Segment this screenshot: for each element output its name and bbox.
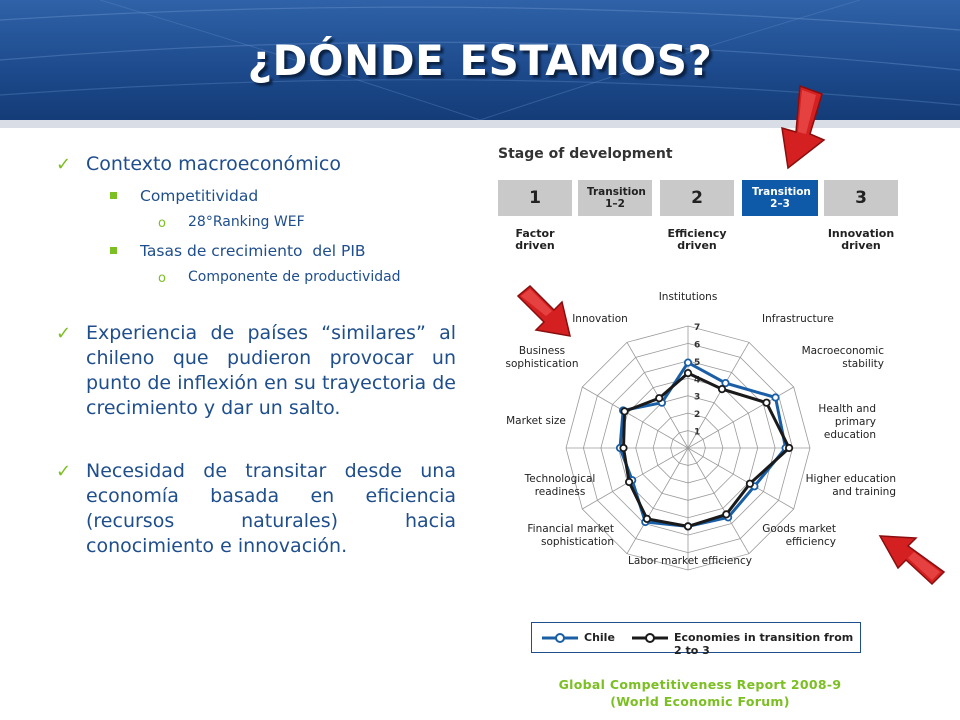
bullet-item bbox=[48, 152, 456, 177]
legend-swatch-economies bbox=[630, 630, 670, 646]
sub-sub-bullet-text: Componente de productividad bbox=[188, 269, 401, 285]
source-line-2: (World Economic Forum) bbox=[610, 694, 790, 709]
check-icon: ✓ bbox=[56, 323, 72, 344]
stage-caption-innovation: Innovation driven bbox=[827, 227, 895, 252]
circle-bullet-icon: o bbox=[158, 271, 166, 286]
radar-axis-label: Goods market efficiency bbox=[762, 523, 836, 548]
stage-box-label: Transition 2–3 bbox=[752, 186, 811, 210]
radar-tick-label: 5 bbox=[694, 357, 701, 368]
radar-axis-label: Business sophistication bbox=[505, 345, 579, 370]
radar-axis-label: Infrastructure bbox=[762, 313, 834, 325]
radar-series-economies-point bbox=[786, 445, 792, 451]
red-arrow-icon bbox=[876, 528, 946, 588]
radar-axis-label: Higher education and training bbox=[805, 473, 896, 498]
sub-bullet-item bbox=[48, 185, 456, 207]
bullet-item bbox=[48, 459, 456, 559]
radar-series-economies-point bbox=[626, 479, 632, 485]
radar-series-economies-point bbox=[685, 370, 691, 376]
source-citation bbox=[520, 676, 880, 710]
radar-series-economies-point bbox=[747, 481, 753, 487]
source-line-1: Global Competitiveness Report 2008-9 bbox=[558, 677, 842, 692]
legend-label-economies: Economies in transition from 2 to 3 bbox=[674, 631, 854, 657]
radar-series-economies-point bbox=[656, 395, 662, 401]
stage-box-transition-1-2 bbox=[578, 180, 652, 216]
bullet-list bbox=[48, 152, 456, 559]
radar-series-chile bbox=[620, 363, 786, 527]
sub-sub-bullet-item bbox=[48, 212, 456, 232]
radar-series-economies-point bbox=[719, 386, 725, 392]
legend-label-chile: Chile bbox=[584, 631, 615, 644]
stage-box-2: 2 bbox=[660, 180, 734, 216]
stage-caption-efficiency: Efficiency driven bbox=[667, 227, 727, 252]
radar-series-economies-point bbox=[620, 445, 626, 451]
stage-caption-factor: Factor driven bbox=[515, 227, 555, 252]
radar-series-economies-point bbox=[763, 400, 769, 406]
sub-bullet-item bbox=[48, 240, 456, 262]
sub-bullet-text: Tasas de crecimiento del PIB bbox=[140, 242, 366, 260]
radar-tick-label: 4 bbox=[694, 375, 701, 386]
check-icon: ✓ bbox=[56, 461, 72, 482]
radar-tick-label: 7 bbox=[694, 323, 701, 333]
chart-legend bbox=[531, 622, 861, 657]
square-bullet-icon bbox=[110, 247, 117, 254]
stage-title: Stage of development bbox=[498, 146, 673, 162]
radar-series-economies-point bbox=[685, 523, 691, 529]
sub-sub-bullet-text: 28°Ranking WEF bbox=[188, 214, 305, 230]
radar-tick-label: 2 bbox=[694, 410, 701, 421]
radar-tick-label: 3 bbox=[694, 392, 701, 403]
radar-series-economies-point bbox=[723, 511, 729, 517]
radar-axis-label: Financial market sophistication bbox=[527, 523, 614, 548]
radar-series-economies-point bbox=[644, 516, 650, 522]
stage-box-label: Transition 1–2 bbox=[587, 186, 646, 210]
sub-bullet-text: Competitividad bbox=[140, 187, 259, 205]
radar-series-chile-point bbox=[685, 359, 691, 365]
circle-bullet-icon: o bbox=[158, 216, 166, 231]
stage-box-3: 3 bbox=[824, 180, 898, 216]
radar-axis-label: Market size bbox=[506, 415, 566, 427]
red-arrow-icon bbox=[770, 84, 840, 174]
radar-tick-label: 1 bbox=[694, 427, 701, 438]
radar-axis-label: Technological readiness bbox=[524, 473, 596, 498]
radar-axis-label: Health and primary education bbox=[818, 403, 876, 441]
square-bullet-icon bbox=[110, 192, 117, 199]
bullet-item bbox=[48, 321, 456, 421]
check-icon: ✓ bbox=[56, 154, 72, 175]
radar-axis-label: Macroeconomic stability bbox=[801, 345, 884, 370]
radar-axis-label: Institutions bbox=[658, 291, 718, 303]
sub-sub-bullet-item bbox=[48, 267, 456, 287]
stage-box-1: 1 bbox=[498, 180, 572, 216]
page-title: ¿DÓNDE ESTAMOS? bbox=[247, 36, 713, 85]
red-arrow-icon bbox=[516, 284, 578, 340]
radar-axis-label: Labor market efficiency bbox=[627, 555, 753, 567]
stage-box-transition-2-3 bbox=[742, 180, 818, 216]
radar-axis-label: Innovation bbox=[572, 313, 628, 325]
bullet-text: Experiencia de países “similares” al chileno que pudieron provocar un punto de inflexión en su trayectoria de crecimiento y dar un salto. bbox=[86, 322, 456, 419]
bullet-text: Necesidad de transitar desde una economía basada en eficiencia (recursos naturales) hacia conocimiento e innovación. bbox=[86, 460, 456, 557]
bullet-text: Contexto macroeconómico bbox=[86, 153, 341, 175]
legend-swatch-chile bbox=[540, 630, 580, 646]
radar-series-chile-point bbox=[772, 394, 778, 400]
radar-tick-label: 6 bbox=[694, 340, 701, 351]
radar-series-economies-point bbox=[621, 408, 627, 414]
